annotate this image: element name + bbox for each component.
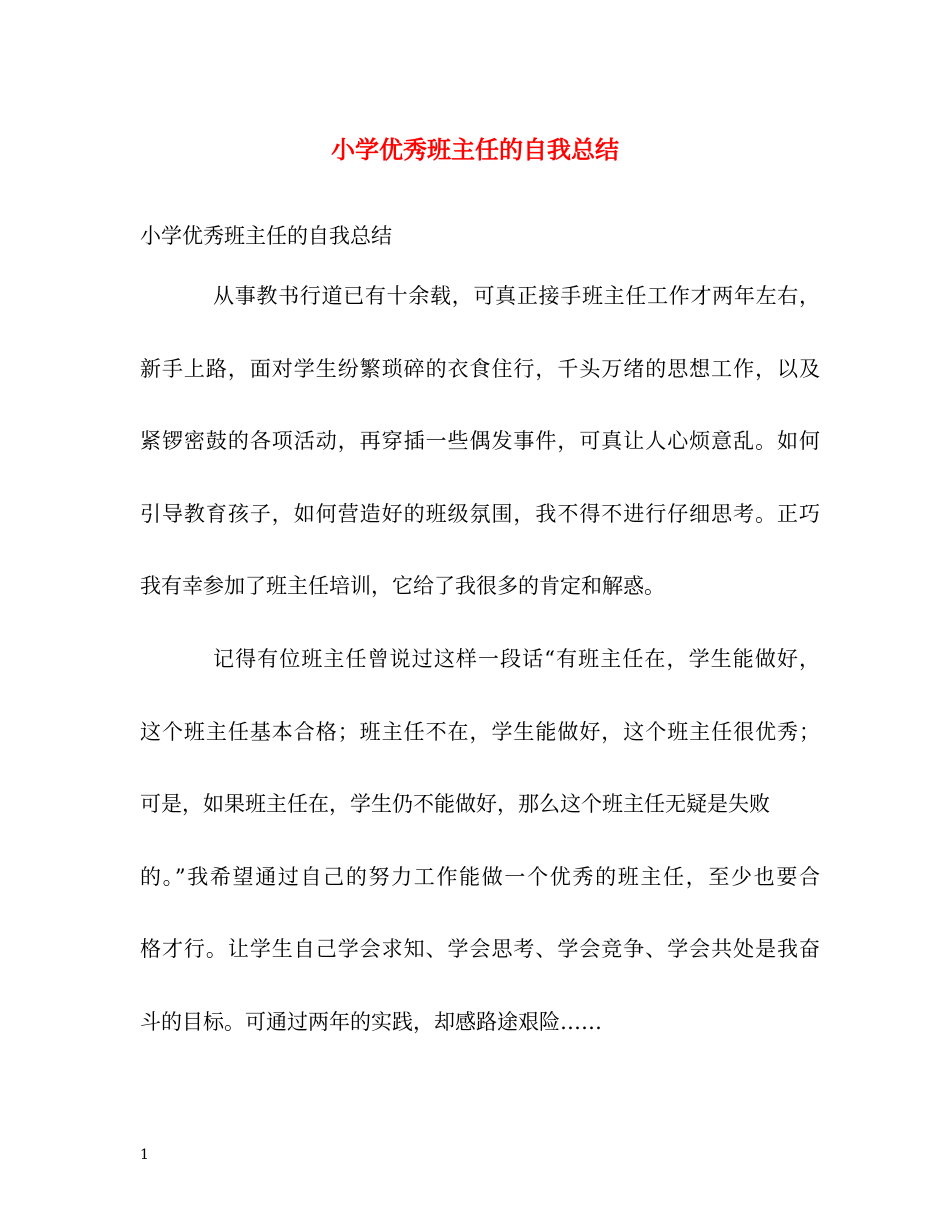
body-line: 记得有位班主任曾说过这样一段话“有班主任在，学生能做好，	[213, 647, 820, 671]
page-number: 1	[140, 1147, 149, 1163]
body-line: 引导教育孩子，如何营造好的班级氛围，我不得不进行仔细思考。正巧	[140, 502, 820, 526]
body-line: 新手上路，面对学生纷繁琐碎的衣食住行，千头万绪的思想工作，以及	[140, 357, 820, 381]
body-line: 从事教书行道已有十余载，可真正接手班主任工作才两年左右，	[213, 284, 820, 308]
body-line: 的。”我希望通过自己的努力工作能做一个优秀的班主任，至少也要合	[140, 865, 820, 889]
body-line: 斗的目标。可通过两年的实践，却感路途艰险……	[140, 1010, 602, 1034]
body-line: 我有幸参加了班主任培训，它给了我很多的肯定和解惑。	[140, 574, 665, 598]
body-line: 紧锣密鼓的各项活动，再穿插一些偶发事件，可真让人心烦意乱。如何	[140, 429, 820, 453]
document-title: 小学优秀班主任的自我总结	[331, 135, 619, 164]
document-subtitle: 小学优秀班主任的自我总结	[140, 224, 392, 248]
body-line: 格才行。让学生自己学会求知、学会思考、学会竞争、学会共处是我奋	[140, 937, 820, 961]
body-line: 这个班主任基本合格；班主任不在，学生能做好，这个班主任很优秀；	[140, 720, 820, 744]
body-line: 可是，如果班主任在，学生仍不能做好，那么这个班主任无疑是失败	[140, 792, 770, 816]
